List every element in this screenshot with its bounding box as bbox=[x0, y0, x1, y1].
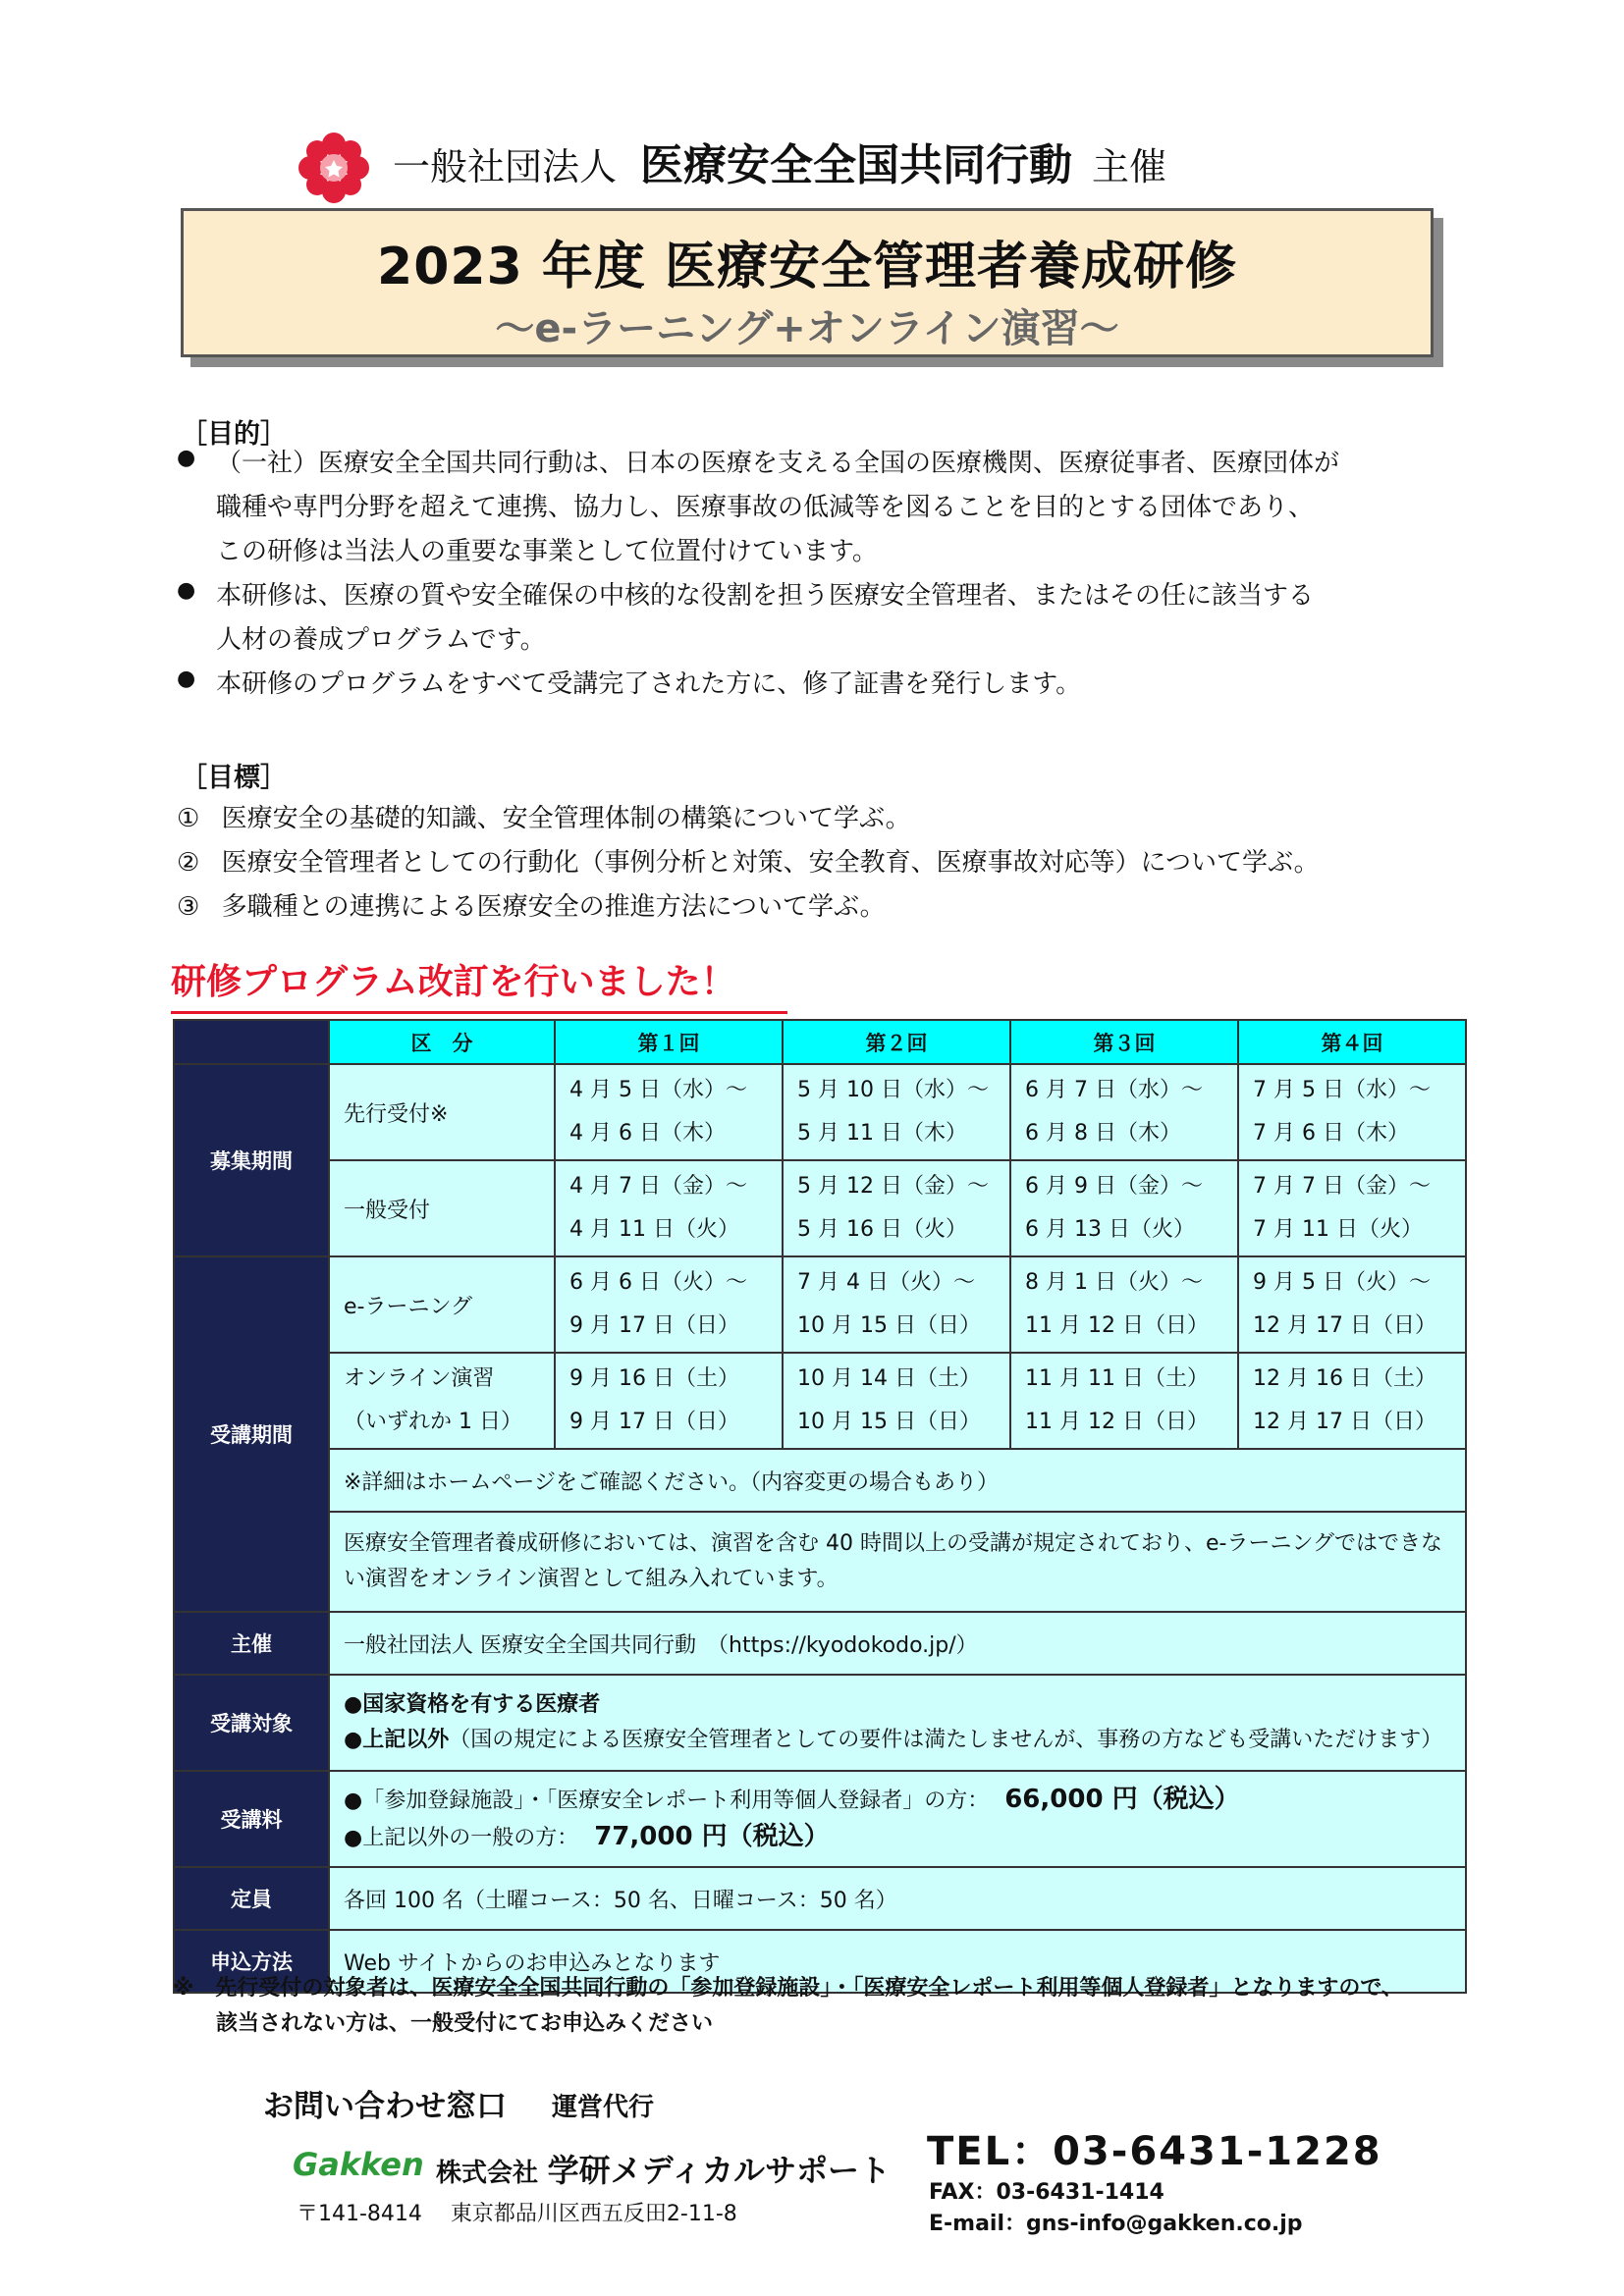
company-kk: 株式会社 bbox=[436, 2159, 539, 2188]
goal-text: 多職種との連携による医療安全の推進方法について学ぶ。 bbox=[221, 892, 886, 922]
date-cell bbox=[1238, 1064, 1466, 1160]
fee-2-amount: 77,000 円（税込） bbox=[594, 1822, 830, 1851]
date-to: 11 月 12 日（日） bbox=[1025, 1410, 1209, 1434]
date-from: 8 月 1 日（火）～ bbox=[1025, 1270, 1203, 1295]
table-row bbox=[174, 1675, 1466, 1771]
date-cell bbox=[1238, 1256, 1466, 1353]
date-to: 12 月 17 日（日） bbox=[1253, 1410, 1436, 1434]
org-prefix: 一般社団法人 bbox=[393, 145, 618, 188]
date-to: 7 月 6 日（木） bbox=[1253, 1121, 1409, 1146]
date-cell bbox=[555, 1256, 783, 1353]
org-logo-icon bbox=[297, 131, 371, 205]
footnote bbox=[173, 1971, 1403, 2042]
date-to: 12 月 17 日（日） bbox=[1253, 1313, 1436, 1338]
col-header-round-1: 第１回 bbox=[555, 1020, 783, 1064]
fee-cell bbox=[329, 1771, 1466, 1867]
header-blank-cell bbox=[174, 1020, 329, 1064]
table-row bbox=[174, 1160, 1466, 1256]
date-cell bbox=[555, 1064, 783, 1160]
page-title: 2023 年度 医療安全管理者養成研修 bbox=[377, 238, 1237, 296]
row-label-course-period: 受講期間 bbox=[174, 1256, 329, 1612]
date-to: 10 月 15 日（日） bbox=[797, 1313, 981, 1338]
row-sublabel: e-ラーニング bbox=[329, 1256, 555, 1353]
goal-number: ② bbox=[177, 848, 200, 878]
date-from: 12 月 16 日（土） bbox=[1253, 1366, 1436, 1391]
date-cell bbox=[1010, 1064, 1238, 1160]
date-to: 5 月 16 日（火） bbox=[797, 1217, 967, 1242]
date-from: 6 月 6 日（火）～ bbox=[569, 1270, 747, 1295]
fee-1-text: ●「参加登録施設」・「医療安全レポート利用等個人登録者」の方： bbox=[344, 1789, 990, 1813]
goal-item bbox=[177, 885, 886, 930]
target-line-2 bbox=[344, 1723, 1465, 1758]
company-name bbox=[436, 2146, 891, 2191]
table-row bbox=[174, 1771, 1466, 1867]
col-header-round-2: 第２回 bbox=[783, 1020, 1010, 1064]
col-header-category: 区 分 bbox=[329, 1020, 555, 1064]
table-row bbox=[174, 1353, 1466, 1449]
date-from: 9 月 16 日（土） bbox=[569, 1366, 739, 1391]
purpose-line: この研修は当法人の重要な事業として位置付けています。 bbox=[216, 537, 878, 566]
date-from: 11 月 11 日（土） bbox=[1025, 1366, 1209, 1391]
organizer-line bbox=[393, 130, 1166, 192]
table-row bbox=[174, 1867, 1466, 1930]
purpose-line: 本研修は、医療の質や安全確保の中核的な役割を担う医療安全管理者、またはその任に該当する bbox=[216, 581, 1315, 611]
row-label-host: 主催 bbox=[174, 1612, 329, 1675]
date-cell bbox=[1010, 1353, 1238, 1449]
date-cell bbox=[1238, 1160, 1466, 1256]
table-row bbox=[174, 1449, 1466, 1512]
table-row bbox=[174, 1612, 1466, 1675]
bullet-icon: ● bbox=[177, 667, 196, 691]
date-cell bbox=[783, 1256, 1010, 1353]
row-sublabel: 先行受付※ bbox=[329, 1064, 555, 1160]
row-sublabel bbox=[329, 1353, 555, 1449]
bullet-icon: ● bbox=[177, 578, 196, 603]
table-row bbox=[174, 1256, 1466, 1353]
program-heading-underline bbox=[171, 1011, 787, 1014]
target-2-rest: （国の規定による医療安全管理者としての要件は満たしませんが、事務の方なども受講いただけます） bbox=[449, 1728, 1443, 1752]
date-cell bbox=[555, 1160, 783, 1256]
date-from: 7 月 5 日（水）～ bbox=[1253, 1078, 1431, 1102]
date-to: 10 月 15 日（日） bbox=[797, 1410, 981, 1434]
date-from: 7 月 4 日（火）～ bbox=[797, 1270, 975, 1295]
date-from: 9 月 5 日（火）～ bbox=[1253, 1270, 1431, 1295]
goal-item bbox=[177, 841, 1320, 885]
date-to: 11 月 12 日（日） bbox=[1025, 1313, 1209, 1338]
purpose-line: 本研修のプログラムをすべて受講完了された方に、修了証書を発行します。 bbox=[216, 669, 1082, 699]
course-note-1: ※詳細はホームページをご確認ください。（内容変更の場合もあり） bbox=[329, 1449, 1466, 1512]
page-subtitle: ～e-ラーニング+オンライン演習～ bbox=[495, 306, 1119, 351]
sublabel-line: （いずれか 1 日） bbox=[344, 1410, 522, 1434]
date-from: 6 月 9 日（金）～ bbox=[1025, 1174, 1203, 1199]
fee-line-2 bbox=[344, 1819, 1465, 1856]
date-from: 5 月 10 日（水）～ bbox=[797, 1078, 989, 1102]
date-cell bbox=[1010, 1256, 1238, 1353]
apply-value: Web サイトからのお申込みとなります bbox=[329, 1930, 1466, 1993]
date-to: 9 月 17 日（日） bbox=[569, 1410, 739, 1434]
date-cell bbox=[1238, 1353, 1466, 1449]
goal-item bbox=[177, 797, 911, 841]
goal-number: ① bbox=[177, 804, 200, 833]
date-from: 6 月 7 日（水）～ bbox=[1025, 1078, 1203, 1102]
date-cell bbox=[783, 1353, 1010, 1449]
fax-number: FAX：03-6431-1414 bbox=[929, 2180, 1164, 2205]
purpose-line: 人材の養成プログラムです。 bbox=[216, 625, 546, 655]
date-to: 5 月 11 日（木） bbox=[797, 1121, 967, 1146]
date-from: 10 月 14 日（土） bbox=[797, 1366, 981, 1391]
gakken-logo: Gakken bbox=[293, 2146, 424, 2183]
host-value: 一般社団法人 医療安全全国共同行動 （https://kyodokodo.jp/） bbox=[329, 1612, 1466, 1675]
date-to: 6 月 8 日（木） bbox=[1025, 1121, 1181, 1146]
date-cell bbox=[1010, 1160, 1238, 1256]
date-cell bbox=[783, 1160, 1010, 1256]
purpose-heading: ［目的］ bbox=[181, 419, 287, 450]
row-sublabel: 一般受付 bbox=[329, 1160, 555, 1256]
program-table bbox=[173, 1019, 1467, 1994]
date-from: 4 月 5 日（水）～ bbox=[569, 1078, 747, 1102]
purpose-line: （一社）医療安全全国共同行動は、日本の医療を支える全国の医療機関、医療従事者、医療団体が bbox=[216, 449, 1340, 478]
capacity-value: 各回 100 名（土曜コース：50 名、日曜コース：50 名） bbox=[329, 1867, 1466, 1930]
fee-line-1 bbox=[344, 1782, 1465, 1819]
date-cell bbox=[783, 1064, 1010, 1160]
date-to: 6 月 13 日（火） bbox=[1025, 1217, 1195, 1242]
org-name: 医療安全全国共同行動 bbox=[640, 140, 1073, 190]
program-heading: 研修プログラム改訂を行いました！ bbox=[171, 962, 736, 1002]
goal-text: 医療安全の基礎的知識、安全管理体制の構築について学ぶ。 bbox=[221, 804, 911, 833]
goals-heading: ［目標］ bbox=[181, 763, 287, 793]
sublabel-line: オンライン演習 bbox=[344, 1366, 495, 1391]
date-to: 4 月 6 日（木） bbox=[569, 1121, 726, 1146]
row-label-target: 受講対象 bbox=[174, 1675, 329, 1771]
date-from: 4 月 7 日（金）～ bbox=[569, 1174, 747, 1199]
date-to: 7 月 11 日（火） bbox=[1253, 1217, 1423, 1242]
address: 〒141-8414 東京都品川区西五反田2-11-8 bbox=[297, 2202, 737, 2226]
col-header-round-4: 第４回 bbox=[1238, 1020, 1466, 1064]
row-label-apply: 申込方法 bbox=[174, 1930, 329, 1993]
tel-number: TEL：03-6431-1228 bbox=[927, 2129, 1382, 2174]
fee-1-amount: 66,000 円（税込） bbox=[1004, 1785, 1240, 1814]
goal-text: 医療安全管理者としての行動化（事例分析と対策、安全教育、医療事故対応等）について学ぶ。 bbox=[221, 848, 1320, 878]
goal-number: ③ bbox=[177, 892, 200, 922]
table-row bbox=[174, 1064, 1466, 1160]
target-line-1: ●国家資格を有する医療者 bbox=[344, 1692, 601, 1717]
target-cell bbox=[329, 1675, 1466, 1771]
company-main: 学研メディカルサポート bbox=[547, 2152, 892, 2189]
date-to: 9 月 17 日（日） bbox=[569, 1313, 739, 1338]
host-label: 主催 bbox=[1092, 145, 1167, 188]
row-label-capacity: 定員 bbox=[174, 1867, 329, 1930]
target-2-bold: ●上記以外 bbox=[344, 1728, 450, 1752]
title-box bbox=[181, 208, 1434, 357]
footnote-line: ※ 先行受付の対象者は、医療安全全国共同行動の「参加登録施設」・「医療安全レポート利用等個人登録者」となりますので、 bbox=[173, 1976, 1403, 2001]
bullet-icon: ● bbox=[177, 446, 196, 470]
email-address[interactable]: E-mail：gns-info@gakken.co.jp bbox=[929, 2212, 1303, 2236]
contact-sub: 運営代行 bbox=[552, 2093, 655, 2122]
purpose-line: 職種や専門分野を超えて連携、協力し、医療事故の低減等を図ることを目的とする団体であり、 bbox=[216, 493, 1315, 522]
date-cell bbox=[555, 1353, 783, 1449]
fee-2-text: ●上記以外の一般の方： bbox=[344, 1826, 579, 1850]
row-label-fee: 受講料 bbox=[174, 1771, 329, 1867]
date-to: 4 月 11 日（火） bbox=[569, 1217, 739, 1242]
contact-title: お問い合わせ窓口 bbox=[263, 2089, 507, 2124]
table-header-row bbox=[174, 1020, 1466, 1064]
date-from: 5 月 12 日（金）～ bbox=[797, 1174, 989, 1199]
date-from: 7 月 7 日（金）～ bbox=[1253, 1174, 1431, 1199]
course-note-2: 医療安全管理者養成研修においては、演習を含む 40 時間以上の受講が規定されており、e-ラーニングではできない演習をオンライン演習として組み入れています。 bbox=[329, 1512, 1466, 1612]
col-header-round-3: 第３回 bbox=[1010, 1020, 1238, 1064]
row-label-recruit-period: 募集期間 bbox=[174, 1064, 329, 1256]
table-row bbox=[174, 1512, 1466, 1612]
footnote-line: 該当されない方は、一般受付にてお申込みください bbox=[173, 2011, 714, 2036]
